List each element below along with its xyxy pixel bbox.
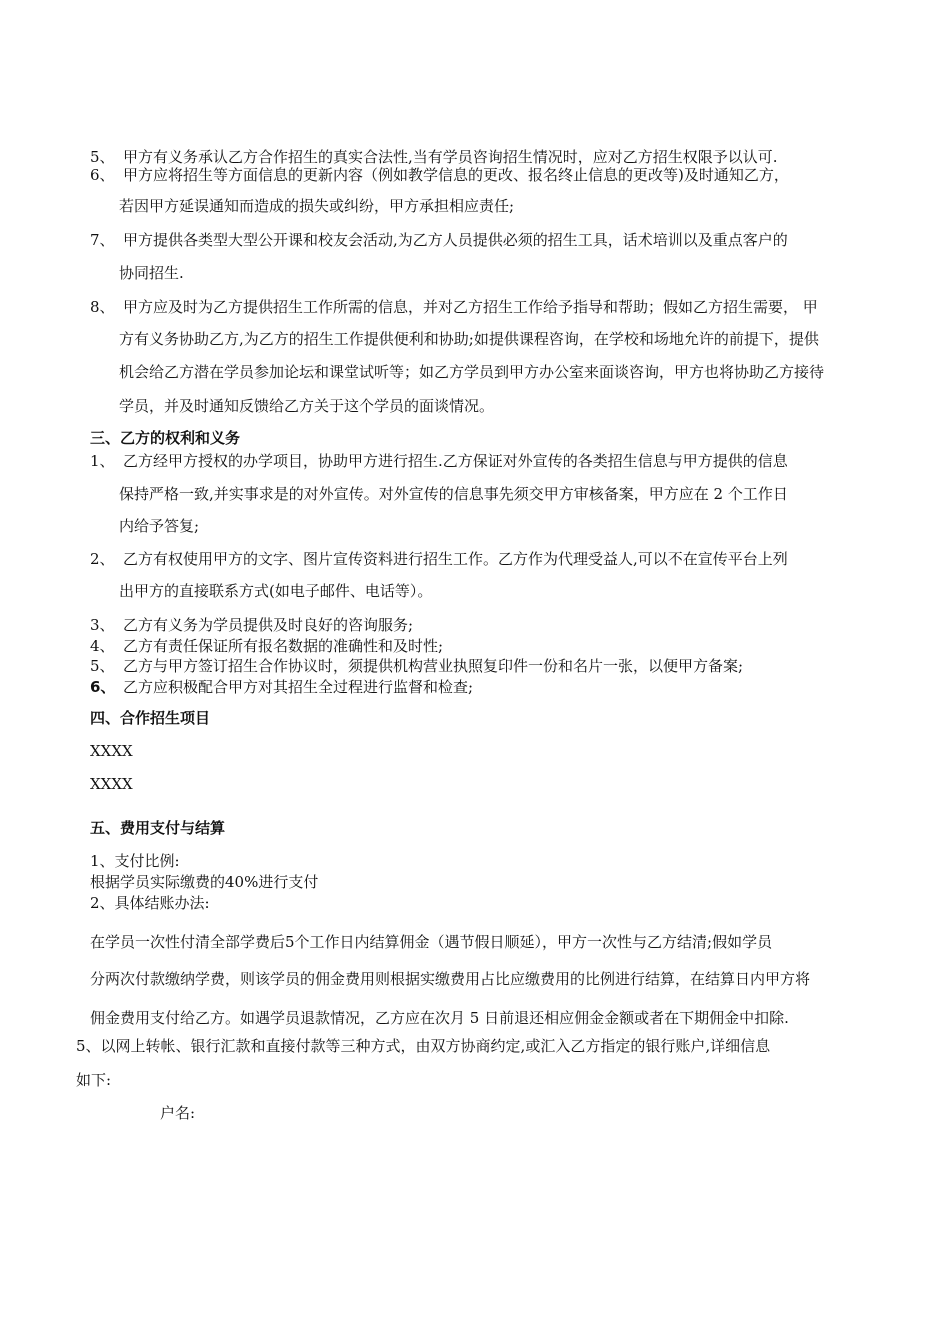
list-item-text: 甲方有义务承认乙方合作招生的真实合法性,当有学员咨询招生情况时，应对乙方招生权限予以认可. (123, 148, 778, 166)
list-item-number: 3、 (90, 616, 115, 634)
settle-text: 佣金费用支付给乙方。如遇学员退款情况，乙方应在次月 5 日前退还相应佣金金额或者在下期佣金中扣除. (90, 1009, 789, 1027)
list-item-number: 5、 (90, 148, 115, 166)
list-item-text: 出甲方的直接联系方式(如电子邮件、电话等）。 (119, 582, 433, 600)
pay-ratio-label: 1、支付比例: (90, 852, 180, 870)
list-item-text: 方有义务协助乙方,为乙方的招生工作提供便利和协助;如提供课程咨询，在学校和场地允许的前提下，提供 (119, 330, 819, 348)
project-item: XXXX (90, 742, 133, 760)
pay-ratio-text: 根据学员实际缴费的40%进行支付 (90, 873, 319, 891)
settle-text: 在学员一次性付清全部学费后5个工作日内结算佣金（遇节假日顺延），甲方一次性与乙方结清;假如学员 (90, 933, 773, 951)
payment-method-text: 如下: (76, 1071, 112, 1089)
list-item-text: 乙方经甲方授权的办学项目，协助甲方进行招生.乙方保证对外宣传的各类招生信息与甲方提供的信息 (123, 452, 788, 470)
payment-method-text: 5、以网上转帐、银行汇款和直接付款等三种方式，由双方协商约定,或汇入乙方指定的银行账户,详细信息 (76, 1037, 771, 1055)
list-item-number: 1、 (90, 452, 115, 470)
account-name-label: 户名: (160, 1104, 196, 1122)
list-item-text: 若因甲方延误通知而造成的损失或纠纷，甲方承担相应责任; (119, 197, 515, 215)
list-item-number: 5、 (90, 657, 115, 675)
list-item-text: 保持严格一致,并实事求是的对外宣传。对外宣传的信息事先须交甲方审核备案，甲方应在 2 个工作日 (119, 485, 788, 503)
list-item-number: 6、 (90, 678, 116, 696)
list-item-text: 乙方应积极配合甲方对其招生全过程进行监督和检查; (123, 678, 474, 696)
list-item-text: 乙方与甲方签订招生合作协议时，须提供机构营业执照复印件一份和名片一张，以便甲方备案; (123, 657, 744, 675)
list-item-text: 甲方应及时为乙方提供招生工作所需的信息，并对乙方招生工作给予指导和帮助；假如乙方招生需要， 甲 (123, 298, 818, 316)
list-item-number: 2、 (90, 550, 115, 568)
list-item-text: 协同招生. (119, 264, 184, 282)
list-item-text: 学员，并及时通知反馈给乙方关于这个学员的面谈情况。 (119, 397, 495, 415)
list-item-text: 乙方有责任保证所有报名数据的准确性和及时性; (123, 637, 444, 655)
list-item-text: 内给予答复; (119, 517, 200, 535)
project-item: XXXX (90, 775, 133, 793)
section-heading: 四、合作招生项目 (90, 709, 211, 727)
list-item-number: 6、 (90, 166, 115, 184)
section-heading: 五、费用支付与结算 (90, 819, 226, 837)
list-item-text: 机会给乙方潜在学员参加论坛和课堂试听等；如乙方学员到甲方办公室来面谈咨询，甲方也将协助乙方接待 (119, 363, 825, 381)
list-item-text: 甲方应将招生等方面信息的更新内容（例如教学信息的更改、报名终止信息的更改等)及时通知乙方， (123, 166, 789, 184)
settle-text: 分两次付款缴纳学费，则该学员的佣金费用则根据实缴费用占比应缴费用的比例进行结算，在结算日内甲方将 (90, 970, 811, 988)
list-item-number: 7、 (90, 231, 115, 249)
section-heading: 三、乙方的权利和义务 (90, 429, 241, 447)
list-item-text: 乙方有义务为学员提供及时良好的咨询服务; (123, 616, 414, 634)
list-item-number: 4、 (90, 637, 115, 655)
list-item-number: 8、 (90, 298, 115, 316)
list-item-text: 乙方有权使用甲方的文字、图片宣传资料进行招生工作。乙方作为代理受益人,可以不在宣传平台上列 (123, 550, 788, 568)
settle-label: 2、具体结账办法: (90, 894, 210, 912)
list-item-text: 甲方提供各类型大型公开课和校友会活动,为乙方人员提供必须的招生工具，话术培训以及重点客户的 (123, 231, 788, 249)
